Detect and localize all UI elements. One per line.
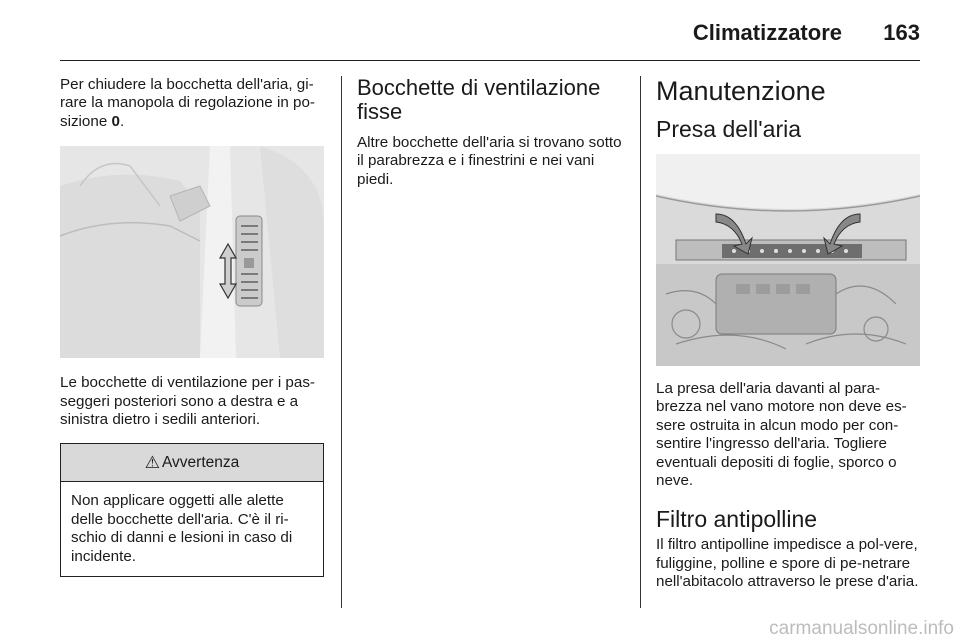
warning-body xyxy=(61,482,323,576)
pollen-filter-heading: Filtro antipolline xyxy=(656,506,818,533)
page-header xyxy=(60,16,920,58)
engine-bay-illustration xyxy=(656,154,920,366)
warning-title: Avvertenza xyxy=(161,453,240,471)
rear-vent-illustration xyxy=(60,146,324,358)
watermark: carmanualsonline.info xyxy=(769,618,954,639)
column-divider-2 xyxy=(640,76,641,608)
chapter-title: Climatizzatore xyxy=(692,20,842,45)
position-zero: 0 xyxy=(111,112,120,130)
fixed-vents-text: Altre bocchette dell'aria si trovano sotto il parabrezza e i finestrini e nei vani piedi. xyxy=(357,134,622,188)
air-intake-text: La presa dell'aria davanti al para-brezza nel vano motore non deve es-sere ostruita in alcun modo per con-sentire l'ingresso dell'aria. Togliere eventuali depositi di foglie, sporco o neve. xyxy=(656,380,907,490)
rear-vents-paragraph: Le bocchette di ventilazione per i pas-seggeri posteriori sono a destra e a sinistra dietro i sedili anteriori. xyxy=(60,374,315,429)
column-middle xyxy=(357,76,623,189)
warning-header xyxy=(61,444,323,482)
warning-text: Non applicare oggetti alle alette delle bocchette dell'aria. C'è il ri-schio di danni e lesioni in caso di incidente. xyxy=(71,492,293,565)
column-right xyxy=(656,76,922,592)
air-intake-heading: Presa dell'aria xyxy=(656,116,802,142)
pollen-filter-text: Il filtro antipolline impedisce a pol-vere, fuliggine, polline e spore di pe-netrare nell'abitacolo attraverso le prese d'aria. xyxy=(656,536,919,591)
intro-paragraph: Per chiudere la bocchetta dell'aria, gi-rare la manopola di regolazione in po-sizione 0. xyxy=(60,76,315,130)
maintenance-heading: Manutenzione xyxy=(656,76,826,106)
fixed-vents-heading: Bocchette di ventilazione fisse xyxy=(357,75,601,124)
column-divider-1 xyxy=(341,76,342,608)
column-left xyxy=(60,76,324,577)
page-number: 163 xyxy=(883,20,920,45)
warning-triangle-icon: ⚠ xyxy=(144,452,160,472)
warning-box xyxy=(60,443,324,577)
header-divider xyxy=(60,60,920,61)
